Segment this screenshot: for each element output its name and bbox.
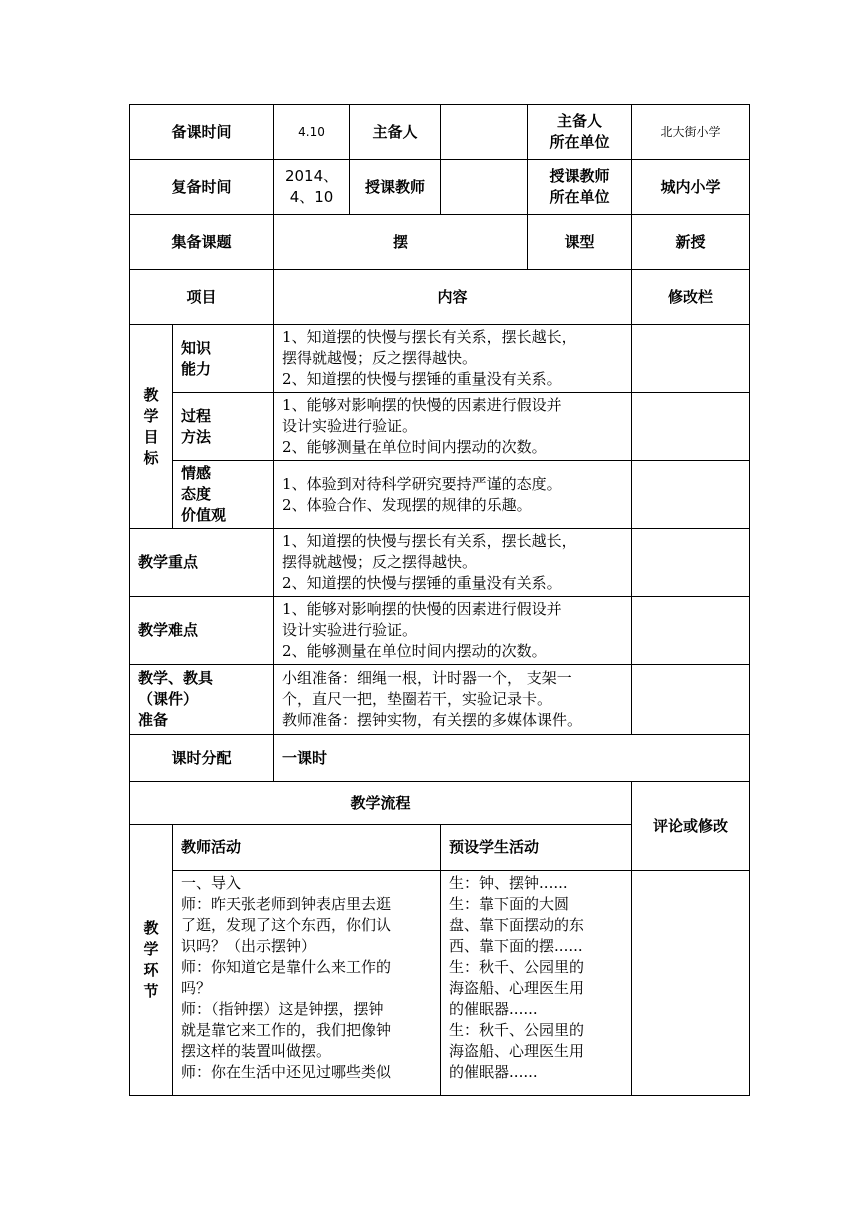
topic-value: 摆	[274, 215, 528, 270]
lead-unit-label: 主备人 所在单位	[528, 105, 632, 160]
teacher-unit-value: 城内小学	[632, 160, 750, 215]
objective-knowledge-content: 1、知道摆的快慢与摆长有关系，摆长越长， 摆得就越慢；反之摆得越快。 2、知道摆的快慢与摆锤的重量没有关系。	[274, 325, 632, 393]
item-header: 项目	[130, 270, 274, 325]
objective-attitude-label: 情感 态度 价值观	[173, 461, 274, 529]
difficulties-label: 教学难点	[130, 597, 274, 665]
materials-content: 小组准备：细绳一根，计时器一个， 支架一 个，直尺一把，垫圈若干，实验记录卡。 教师准备：摆钟实物，有关摆的多媒体课件。	[274, 665, 632, 735]
teacher-unit-label: 授课教师 所在单位	[528, 160, 632, 215]
difficulties-revision	[632, 597, 750, 665]
prep-time-value: 4.10	[274, 105, 350, 160]
materials-revision	[632, 665, 750, 735]
teaching-flow-title: 教学流程	[130, 782, 632, 825]
review-time-value: 2014、 4、10	[274, 160, 350, 215]
key-points-content: 1、知道摆的快慢与摆长有关系，摆长越长， 摆得就越慢；反之摆得越快。 2、知道摆的快慢与摆锤的重量没有关系。	[274, 529, 632, 597]
objective-process-label: 过程 方法	[173, 393, 274, 461]
lead-preparer-value	[441, 105, 528, 160]
flow-comment-cell	[632, 871, 750, 1096]
lead-preparer-label: 主备人	[350, 105, 441, 160]
objective-attitude-content: 1、体验到对待科学研究要持严谨的态度。 2、体验合作、发现摆的规律的乐趣。	[274, 461, 632, 529]
review-time-label: 复备时间	[130, 160, 274, 215]
materials-label: 教学、教具 （课件） 准备	[130, 665, 274, 735]
lead-unit-value: 北大街小学	[632, 105, 750, 160]
comment-header: 评论或修改	[632, 782, 750, 871]
class-hours-value: 一课时	[274, 735, 750, 782]
key-points-label: 教学重点	[130, 529, 274, 597]
objective-process-revision	[632, 393, 750, 461]
topic-label: 集备课题	[130, 215, 274, 270]
teacher-activity-content: 一、导入 师：昨天张老师到钟表店里去逛 了逛，发现了这个东西，你们认 识吗？（出示摆钟） 师：你知道它是靠什么来工作的 吗？ 师：（指钟摆）这是钟摆，摆钟 就是靠它来工作的，我们把像钟 摆这样的装置叫做摆。 师：你在生活中还见过哪些类似	[173, 871, 441, 1096]
objective-knowledge-label: 知识 能力	[173, 325, 274, 393]
lesson-type-value: 新授	[632, 215, 750, 270]
student-activity-content: 生：钟、摆钟...... 生：靠下面的大圆 盘、靠下面摆动的东 西、靠下面的摆...... 生：秋千、公园里的 海盗船、心理医生用 的催眠器...... 生：秋千、公园里的 海盗船、心理医生用 的催眠器......	[441, 871, 632, 1096]
revision-header: 修改栏	[632, 270, 750, 325]
objective-knowledge-revision	[632, 325, 750, 393]
teacher-label: 授课教师	[350, 160, 441, 215]
teacher-value	[441, 160, 528, 215]
content-header: 内容	[274, 270, 632, 325]
lesson-plan-table	[129, 104, 750, 1096]
class-hours-label: 课时分配	[130, 735, 274, 782]
difficulties-content: 1、能够对影响摆的快慢的因素进行假设并 设计实验进行验证。 2、能够测量在单位时间内摆动的次数。	[274, 597, 632, 665]
lesson-type-label: 课型	[528, 215, 632, 270]
objectives-label: 教 学 目 标	[130, 325, 173, 529]
prep-time-label: 备课时间	[130, 105, 274, 160]
key-points-revision	[632, 529, 750, 597]
objective-process-content: 1、能够对影响摆的快慢的因素进行假设并 设计实验进行验证。 2、能够测量在单位时间内摆动的次数。	[274, 393, 632, 461]
student-activity-header: 预设学生活动	[441, 825, 632, 871]
objective-attitude-revision	[632, 461, 750, 529]
teaching-section-label: 教 学 环 节	[130, 825, 173, 1096]
teacher-activity-header: 教师活动	[173, 825, 441, 871]
